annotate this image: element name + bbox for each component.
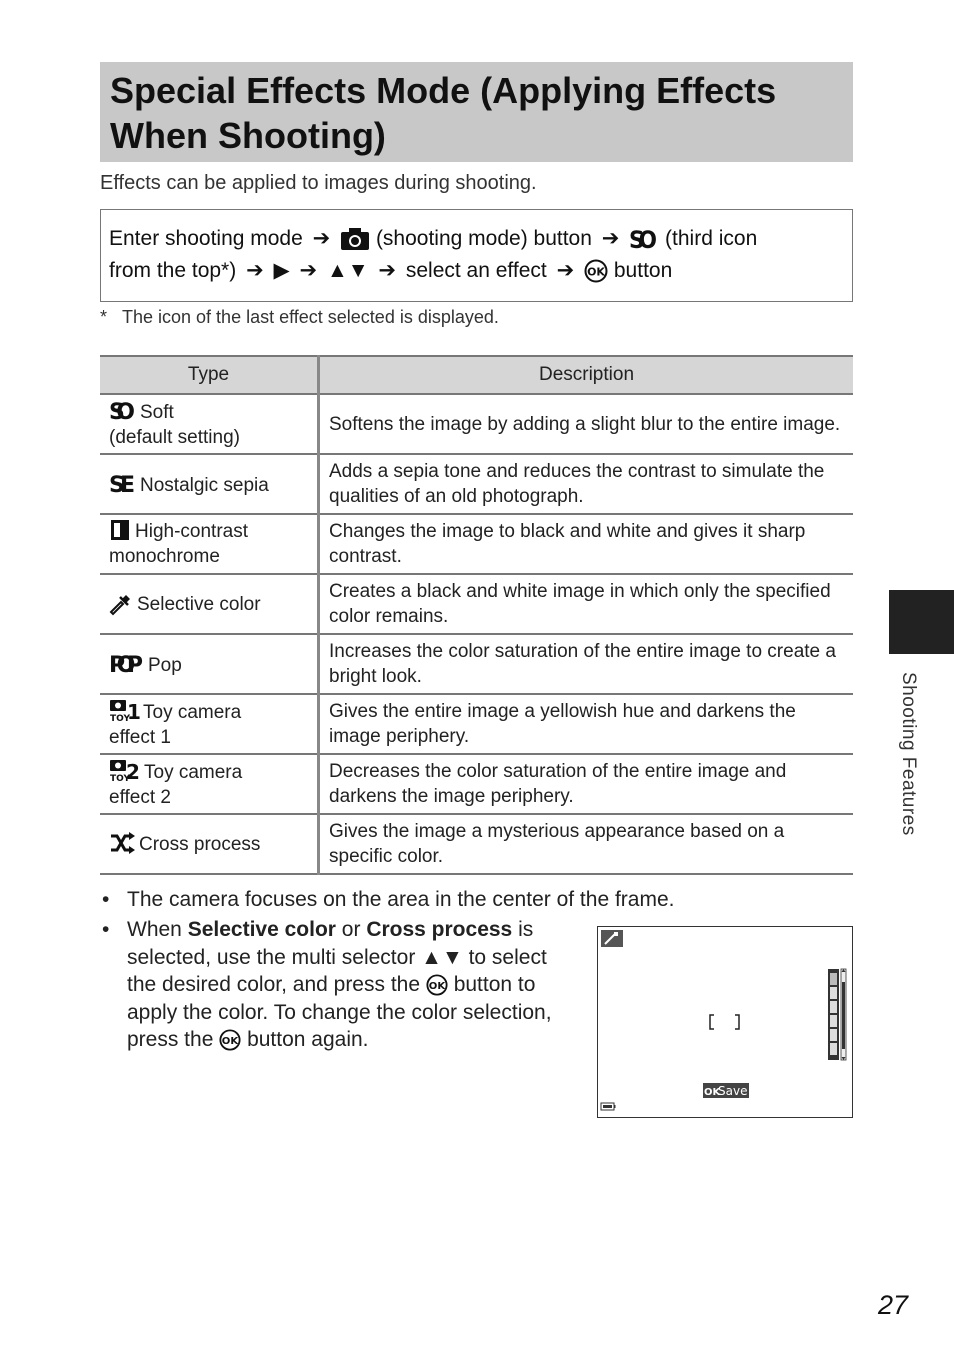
table-row [100, 454, 853, 514]
toy-camera-1-icon [109, 698, 139, 722]
header-description: Description [319, 356, 854, 394]
ok-label: OK [704, 1087, 721, 1098]
type-cell: SO Soft (default setting) [100, 394, 319, 454]
description-cell: Changes the image to black and white and gives it sharp contrast. [319, 514, 854, 574]
table-header-row [100, 356, 853, 394]
intro-text: Effects can be applied to images during shooting. [100, 172, 537, 194]
multi-selector-up-down-icon: ▲▼ [421, 945, 463, 969]
page-title: Special Effects Mode (Applying Effects When Shooting) [110, 70, 777, 156]
color-slider [828, 969, 846, 1060]
page-title-block [100, 62, 853, 162]
description-cell: Gives the entire image a yellowish hue and darkens the image periphery. [319, 694, 854, 754]
arrow-right-icon: ➔ [299, 259, 318, 282]
arrow-right-icon: ➔ [378, 259, 397, 282]
arrow-right-icon: ➔ [601, 227, 620, 250]
svg-text:TOY: TOY [110, 774, 130, 784]
cross-process-icon [109, 832, 135, 854]
chapter-label: Shooting Features [898, 672, 919, 836]
nostalgic-sepia-icon [109, 471, 136, 498]
effects-table [100, 355, 853, 875]
svg-text:SE: SE [109, 472, 135, 498]
type-cell: Selective color [100, 574, 319, 634]
table-row [100, 394, 853, 454]
header-type: Type [100, 356, 319, 394]
type-cell: TOY 1 Toy camera effect 1 [100, 694, 319, 754]
soft-icon [109, 398, 136, 425]
bullet-icon: • [102, 888, 110, 911]
pop-icon [109, 651, 144, 678]
list-item: • When Selective color or Cross process is selected, use the multi selector ▲▼ to select the desired color, and press the OK button to apply the color. To change the color selection, press the OK button again. [102, 918, 552, 1051]
svg-text:SO: SO [109, 400, 135, 425]
camera-screen-graphic [598, 927, 851, 1116]
high-contrast-monochrome-icon [109, 519, 131, 541]
description-cell: Decreases the color saturation of the entire image and darkens the image periphery. [319, 754, 854, 814]
camera-screen-illustration [597, 926, 853, 1118]
selective-color-icon [109, 592, 133, 614]
proc-step-4: from the top*) [109, 259, 237, 282]
description-cell: Gives the image a mysterious appearance based on a specific color. [319, 814, 854, 874]
svg-text:OK: OK [428, 981, 446, 993]
description-cell: Adds a sepia tone and reduces the contrast to simulate the qualities of an old photograph. [319, 454, 854, 514]
type-cell: High-contrast monochrome [100, 514, 319, 574]
proc-step-2: (shooting mode) button [375, 227, 592, 250]
proc-step-1: Enter shooting mode [109, 227, 303, 250]
svg-text:TOY: TOY [110, 714, 130, 724]
selective-color-icon [601, 930, 623, 947]
description-cell: Softens the image by adding a slight blur to the entire image. [319, 394, 854, 454]
proc-step-3: (third icon [665, 227, 758, 250]
toy-camera-2-icon [109, 758, 140, 782]
table-row [100, 814, 853, 874]
camera-icon [340, 227, 370, 251]
svg-text:SO: SO [629, 226, 658, 255]
type-cell: POP Pop [100, 634, 319, 694]
type-cell: TOY 2 Toy camera effect 2 [100, 754, 319, 814]
procedure-box [100, 209, 853, 302]
table-row [100, 634, 853, 694]
focus-brackets-icon [710, 1015, 739, 1029]
svg-text:OK: OK [222, 1036, 239, 1048]
list-item: • The camera focuses on the area in the center of the frame. [102, 888, 675, 911]
proc-step-6: button [613, 259, 673, 282]
save-label: Save [718, 1084, 748, 1098]
table-row [100, 694, 853, 754]
table-row [100, 514, 853, 574]
arrow-right-icon: ➔ [556, 259, 575, 282]
ok-button-icon [426, 974, 448, 996]
type-cell: SE Nostalgic sepia [100, 454, 319, 514]
ok-save-guide [703, 1083, 749, 1098]
table-row [100, 754, 853, 814]
svg-text:1: 1 [127, 700, 141, 724]
table-row [100, 574, 853, 634]
bullet-icon: • [102, 918, 110, 941]
page-number: 27 [878, 1290, 909, 1320]
description-cell: Creates a black and white image in which only the specified color remains. [319, 574, 854, 634]
multi-selector-up-down-icon: ▲▼ [326, 259, 369, 282]
ok-button-icon [219, 1029, 241, 1051]
battery-icon [601, 1103, 616, 1110]
svg-text:2: 2 [126, 760, 140, 784]
proc-step-5: select an effect [405, 259, 547, 282]
ok-button-icon [584, 259, 608, 283]
multi-selector-right-icon: ▶ [273, 259, 290, 282]
chapter-tab [889, 590, 954, 654]
svg-text:POP: POP [109, 652, 143, 678]
svg-text:OK: OK [587, 265, 605, 279]
type-cell: Cross process [100, 814, 319, 874]
soft-icon [629, 226, 659, 255]
arrow-right-icon: ➔ [312, 227, 331, 250]
footnote: * The icon of the last effect selected is displayed. [100, 307, 499, 327]
description-cell: Increases the color saturation of the entire image to create a bright look. [319, 634, 854, 694]
arrow-right-icon: ➔ [246, 259, 264, 282]
